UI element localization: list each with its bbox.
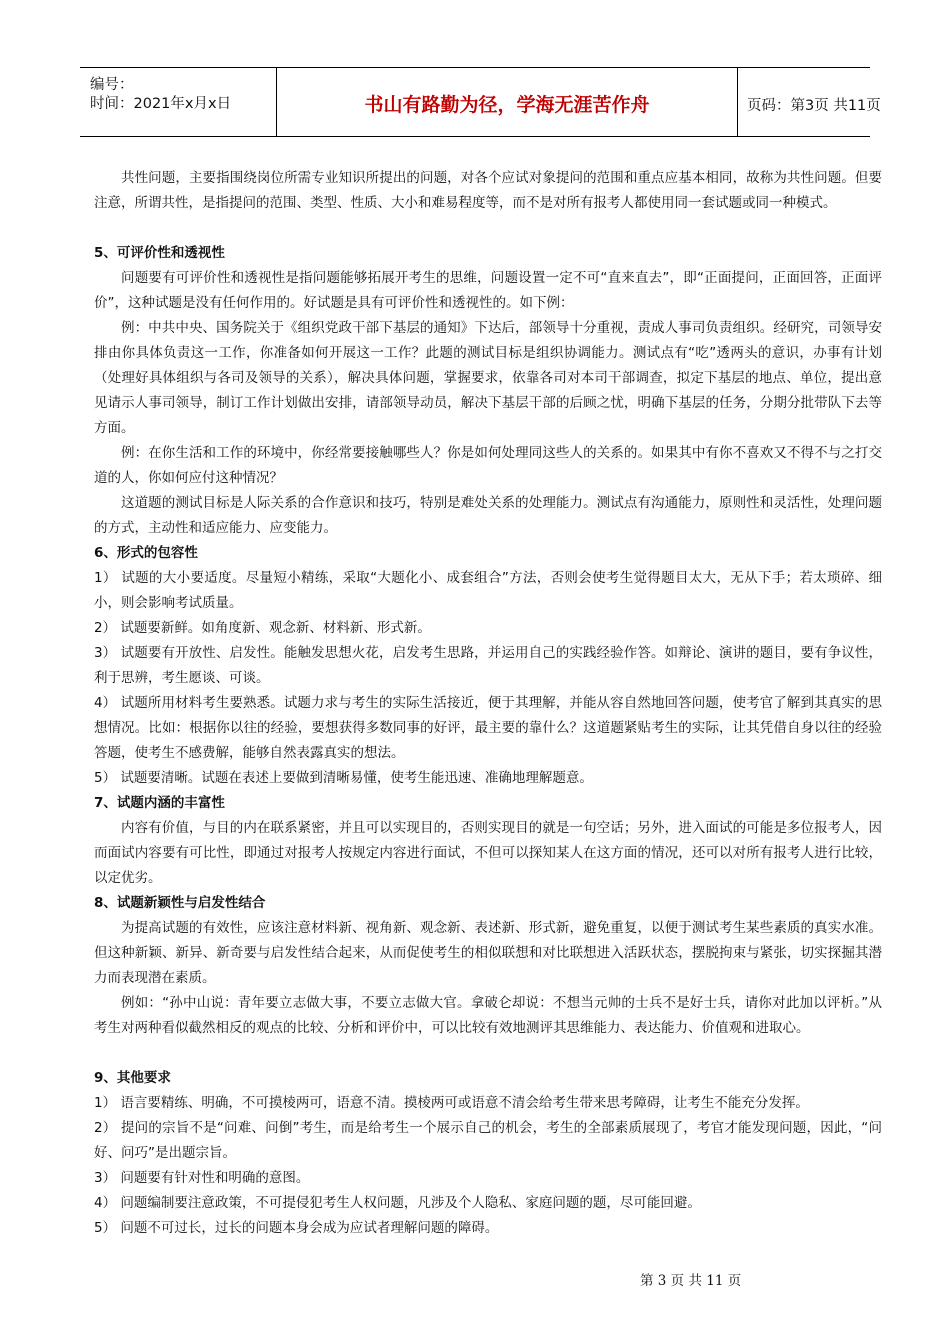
section-heading-6: 6、形式的包容性 [94,545,198,561]
list-item: 2） 试题要新鲜。如角度新、观念新、材料新、形式新。 [94,620,431,636]
header-motto: 书山有路勤为径，学海无涯苦作舟 [364,94,650,116]
document-body [94,166,882,1241]
document-number-label: 编号： [90,77,134,93]
section-heading-8: 8、试题新颖性与启发性结合 [94,895,266,911]
example-paragraph: 例如：“孙中山说：青年要立志做大事，不要立志做大官。拿破仑却说：不想当元帅的士兵不是好士兵，请你对此加以评析。”从考生对两种看似截然相反的观点的比较、分析和评价中，可以比较有效地测评其思维能力、表达能力、价值观和进取心。 [94,995,882,1036]
paragraph: 这道题的测试目标是人际关系的合作意识和技巧，特别是难处关系的处理能力。测试点有沟通能力，原则性和灵活性，处理问题的方式，主动性和适应能力、应变能力。 [94,495,882,536]
section-heading-9: 9、其他要求 [94,1070,171,1086]
list-item: 1） 试题的大小要适度。尽量短小精练，采取“大题化小、成套组合”方法，否则会使考生觉得题目太大，无从下手；若太琐碎、细小，则会影响考试质量。 [94,570,882,611]
paragraph: 为提高试题的有效性，应该注意材料新、视角新、观念新、表述新、形式新，避免重复，以便于测试考生某些素质的真实水准。但这种新颖、新异、新奇要与启发性结合起来，从而促使考生的相似联想和对比联想进入活跃状态，摆脱拘束与紧张，切实探掘其潜力而表现潜在素质。 [94,920,882,986]
page-header [80,67,881,137]
header-page-cell [737,68,881,136]
header-motto-cell [276,68,738,136]
section-heading-5: 5、可评价性和透视性 [94,245,225,261]
header-left-cell [80,68,276,136]
header-page-info: 页码：第3页 共11页 [747,98,881,114]
list-item: 3） 问题要有针对性和明确的意图。 [94,1170,310,1186]
list-item: 1） 语言要精练、明确，不可摸棱两可，语意不清。摸棱两可或语意不清会给考生带来思考障碍，让考生不能充分发挥。 [94,1095,809,1111]
document-time-label: 时间：2021年x月x日 [90,96,232,112]
list-item: 5） 试题要清晰。试题在表述上要做到清晰易懂，使考生能迅速、准确地理解题意。 [94,770,593,786]
paragraph-common-questions: 共性问题，主要指围绕岗位所需专业知识所提出的问题，对各个应试对象提问的范围和重点应基本相同，故称为共性问题。但要注意，所谓共性，是指提问的范围、类型、性质、大小和难易程度等，而不是对所有报考人都使用同一套试题或同一种模式。 [94,170,882,211]
example-paragraph: 例：在你生活和工作的环境中，你经常要接触哪些人？你是如何处理同这些人的关系的。如果其中有你不喜欢又不得不与之打交道的人，你如何应付这种情况？ [94,445,882,486]
list-item: 3） 试题要有开放性、启发性。能触发思想火花，启发考生思路，并运用自己的实践经验作答。如辩论、演讲的题目，要有争议性，利于思辨，考生愿谈、可谈。 [94,645,882,686]
section-heading-7: 7、试题内涵的丰富性 [94,795,225,811]
list-item: 5） 问题不可过长，过长的问题本身会成为应试者理解问题的障碍。 [94,1220,499,1236]
paragraph: 问题要有可评价性和透视性是指问题能够拓展开考生的思维，问题设置一定不可“直来直去”，即“正面提问，正面回答，正面评价”，这种试题是没有任何作用的。好试题是具有可评价性和透视性的。如下例： [94,270,882,311]
list-item: 4） 试题所用材料考生要熟悉。试题力求与考生的实际生活接近，便于其理解，并能从容自然地回答问题，使考官了解到其真实的思想情况。比如：根据你以往的经验，要想获得多数同事的好评，最主要的靠什么？这道题紧贴考生的实际，让其凭借自身以往的经验答题，使考生不感费解，能够自然表露真实的想法。 [94,695,882,761]
list-item: 4） 问题编制要注意政策，不可提侵犯考生人权问题，凡涉及个人隐私、家庭问题的题，尽可能回避。 [94,1195,701,1211]
list-item: 2） 提问的宗旨不是“问难、问倒”考生，而是给考生一个展示自己的机会，考生的全部素质展现了，考官才能发现问题，因此，“问好、问巧”是出题宗旨。 [94,1120,882,1161]
example-paragraph: 例：中共中央、国务院关于《组织党政干部下基层的通知》下达后，部领导十分重视，责成人事司负责组织。经研究，司领导安排由你具体负责这一工作，你准备如何开展这一工作？此题的测试目标是组织协调能力。测试点有“吃”透两头的意识，办事有计划（处理好具体组织与各司及领导的关系），解决具体问题，掌握要求，依靠各司对本司干部调查，拟定下基层的地点、单位，提出意见请示人事司领导，制订工作计划做出安排，请部领导动员，解决下基层干部的后顾之忧，明确下基层的任务，分期分批带队下去等方面。 [94,320,882,436]
paragraph: 内容有价值，与目的内在联系紧密，并且可以实现目的，否则实现目的就是一句空话；另外，进入面试的可能是多位报考人，因而面试内容要有可比性，即通过对报考人按规定内容进行面试，不但可以探知某人在这方面的情况，还可以对所有报考人进行比较，以定优劣。 [94,820,882,886]
page-footer: 第 3 页 共 11 页 [640,1273,742,1289]
